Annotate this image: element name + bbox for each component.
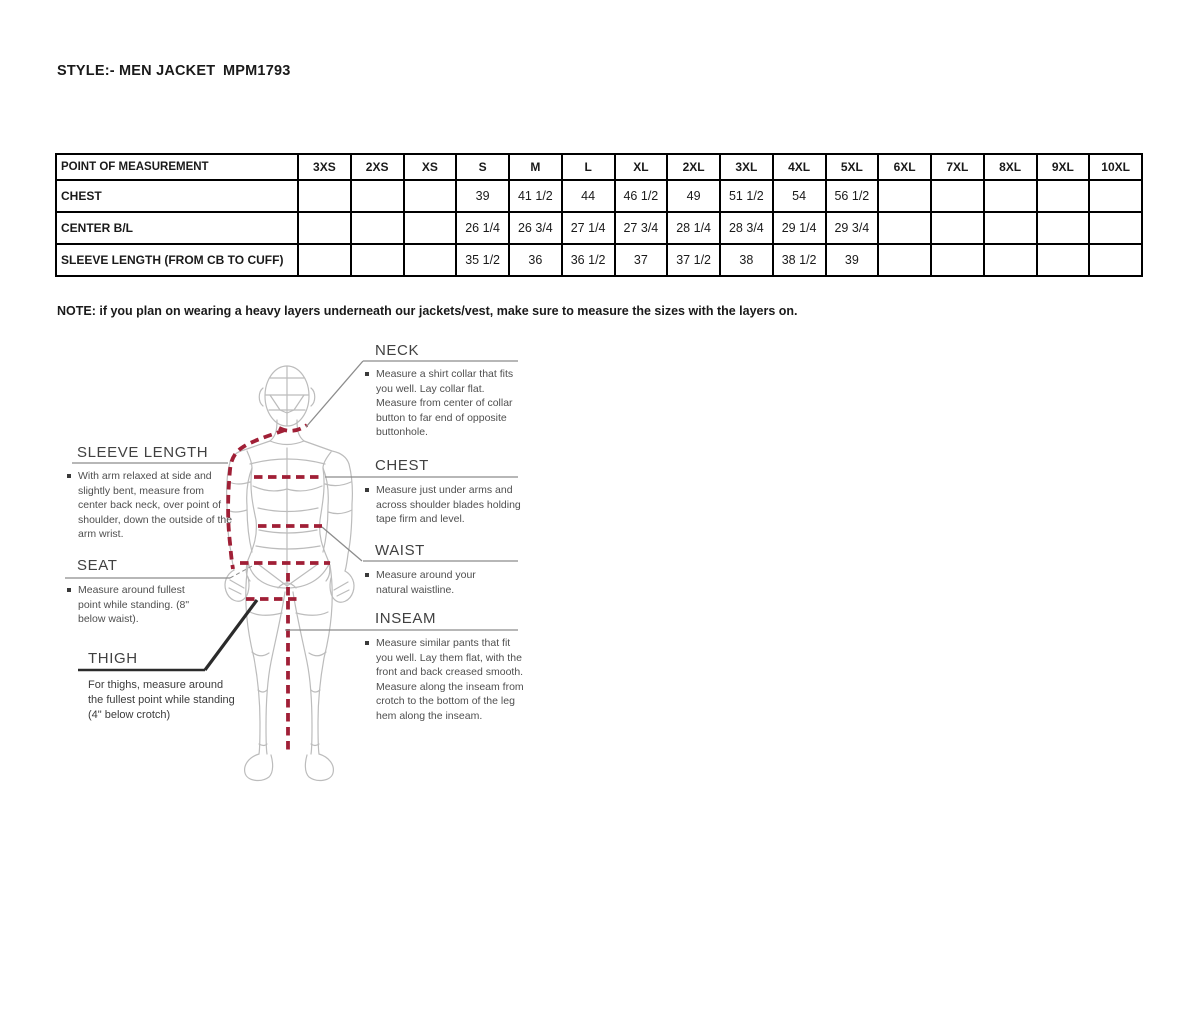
cell-chest-9xl <box>1037 180 1090 212</box>
cell-centerbl-3xs <box>298 212 351 244</box>
neck-description: Measure a shirt collar that fits you well. Lay collar flat. Measure from center of collar button to far end of opposite buttonhole. <box>363 367 528 440</box>
neck-measure-line <box>279 425 307 431</box>
row-label-sleeve-length: SLEEVE LENGTH (FROM CB TO CUFF) <box>56 244 298 276</box>
cell-centerbl-xl: 27 3/4 <box>615 212 668 244</box>
cell-chest-10xl <box>1089 180 1142 212</box>
cell-centerbl-4xl: 29 1/4 <box>773 212 826 244</box>
column-header-point-of-measurement: POINT OF MEASUREMENT <box>56 154 298 180</box>
cell-centerbl-xs <box>404 212 457 244</box>
seat-heading: SEAT <box>77 557 118 574</box>
column-header-5xl: 5XL <box>826 154 879 180</box>
waist-connector-line <box>322 527 362 561</box>
column-header-2xs: 2XS <box>351 154 404 180</box>
cell-sleeve-xl: 37 <box>615 244 668 276</box>
cell-centerbl-6xl <box>878 212 931 244</box>
row-label-chest: CHEST <box>56 180 298 212</box>
table-row-sleeve-length <box>56 244 1142 276</box>
note-text: NOTE: if you plan on wearing a heavy layers underneath our jackets/vest, make sure to measure the sizes with the layers on. <box>57 304 798 318</box>
bullet-icon <box>67 474 71 478</box>
thigh-heading: THIGH <box>88 650 138 667</box>
cell-sleeve-9xl <box>1037 244 1090 276</box>
column-header-4xl: 4XL <box>773 154 826 180</box>
cell-sleeve-7xl <box>931 244 984 276</box>
seat-connector-line <box>230 566 252 578</box>
cell-chest-4xl: 54 <box>773 180 826 212</box>
cell-centerbl-3xl: 28 3/4 <box>720 212 773 244</box>
annotation-waist <box>363 543 531 597</box>
cell-centerbl-2xs <box>351 212 404 244</box>
annotation-sleeve-length <box>65 445 233 542</box>
style-code: MPM1793 <box>223 63 291 79</box>
column-header-xs: XS <box>404 154 457 180</box>
waist-heading: WAIST <box>375 542 425 559</box>
column-header-8xl: 8XL <box>984 154 1037 180</box>
cell-sleeve-4xl: 38 1/2 <box>773 244 826 276</box>
cell-centerbl-8xl <box>984 212 1037 244</box>
cell-centerbl-9xl <box>1037 212 1090 244</box>
sleeve-length-description: With arm relaxed at side and slightly bent, measure from center back neck, over point of shoulder, down the outside of the arm wrist. <box>65 469 233 542</box>
cell-chest-3xs <box>298 180 351 212</box>
neck-connector-line <box>306 361 363 427</box>
annotation-thigh <box>88 651 268 723</box>
cell-sleeve-3xl: 38 <box>720 244 773 276</box>
annotation-seat <box>65 558 225 627</box>
column-header-10xl: 10XL <box>1089 154 1142 180</box>
annotation-chest <box>363 458 531 527</box>
column-header-6xl: 6XL <box>878 154 931 180</box>
chest-heading: CHEST <box>375 457 429 474</box>
sleeve-measure-line <box>228 430 285 569</box>
cell-chest-l: 44 <box>562 180 615 212</box>
cell-sleeve-10xl <box>1089 244 1142 276</box>
waist-description: Measure around your natural waistline. <box>363 568 488 597</box>
cell-centerbl-7xl <box>931 212 984 244</box>
cell-sleeve-5xl: 39 <box>826 244 879 276</box>
cell-centerbl-10xl <box>1089 212 1142 244</box>
cell-sleeve-8xl <box>984 244 1037 276</box>
cell-sleeve-2xs <box>351 244 404 276</box>
seat-description: Measure around fullest point while standing. (8" below waist). <box>65 583 203 627</box>
thigh-description: For thighs, measure around the fullest point while standing (4" below crotch) <box>88 679 235 721</box>
cell-centerbl-l: 27 1/4 <box>562 212 615 244</box>
inseam-heading: INSEAM <box>375 610 437 627</box>
table-header-row <box>56 154 1142 180</box>
cell-chest-5xl: 56 1/2 <box>826 180 879 212</box>
table-row-chest <box>56 180 1142 212</box>
column-header-3xl: 3XL <box>720 154 773 180</box>
annotation-neck <box>363 343 531 440</box>
column-header-2xl: 2XL <box>667 154 720 180</box>
bullet-icon <box>365 641 369 645</box>
cell-sleeve-s: 35 1/2 <box>456 244 509 276</box>
cell-chest-8xl <box>984 180 1037 212</box>
cell-sleeve-xs <box>404 244 457 276</box>
sleeve-length-heading: SLEEVE LENGTH <box>77 444 209 461</box>
column-header-m: M <box>509 154 562 180</box>
cell-centerbl-5xl: 29 3/4 <box>826 212 879 244</box>
bullet-icon <box>67 588 71 592</box>
cell-chest-7xl <box>931 180 984 212</box>
neck-heading: NECK <box>375 342 420 359</box>
column-header-s: S <box>456 154 509 180</box>
column-header-xl: XL <box>615 154 668 180</box>
cell-centerbl-2xl: 28 1/4 <box>667 212 720 244</box>
title-row <box>0 63 1200 83</box>
bullet-icon <box>365 573 369 577</box>
chest-description: Measure just under arms and across shoulder blades holding tape firm and level. <box>363 483 528 527</box>
column-header-9xl: 9XL <box>1037 154 1090 180</box>
cell-sleeve-3xs <box>298 244 351 276</box>
cell-chest-xl: 46 1/2 <box>615 180 668 212</box>
cell-chest-3xl: 51 1/2 <box>720 180 773 212</box>
cell-sleeve-m: 36 <box>509 244 562 276</box>
cell-sleeve-2xl: 37 1/2 <box>667 244 720 276</box>
cell-chest-s: 39 <box>456 180 509 212</box>
cell-chest-2xl: 49 <box>667 180 720 212</box>
column-header-7xl: 7XL <box>931 154 984 180</box>
cell-chest-m: 41 1/2 <box>509 180 562 212</box>
table-row-center-bl <box>56 212 1142 244</box>
cell-chest-xs <box>404 180 457 212</box>
cell-sleeve-l: 36 1/2 <box>562 244 615 276</box>
cell-chest-2xs <box>351 180 404 212</box>
cell-sleeve-6xl <box>878 244 931 276</box>
annotation-inseam <box>363 611 531 724</box>
cell-centerbl-m: 26 3/4 <box>509 212 562 244</box>
bullet-icon <box>365 372 369 376</box>
cell-chest-6xl <box>878 180 931 212</box>
cell-centerbl-s: 26 1/4 <box>456 212 509 244</box>
bullet-icon <box>365 488 369 492</box>
column-header-l: L <box>562 154 615 180</box>
size-measurement-table <box>55 153 1143 277</box>
row-label-center-bl: CENTER B/L <box>56 212 298 244</box>
inseam-description: Measure similar pants that fit you well. Lay them flat, with the front and back creased smooth. Measure along the inseam from crotch to the bottom of the leg hem along the inseam. <box>363 636 528 724</box>
column-header-3xs: 3XS <box>298 154 351 180</box>
style-label: STYLE:- MEN JACKET <box>57 63 216 79</box>
